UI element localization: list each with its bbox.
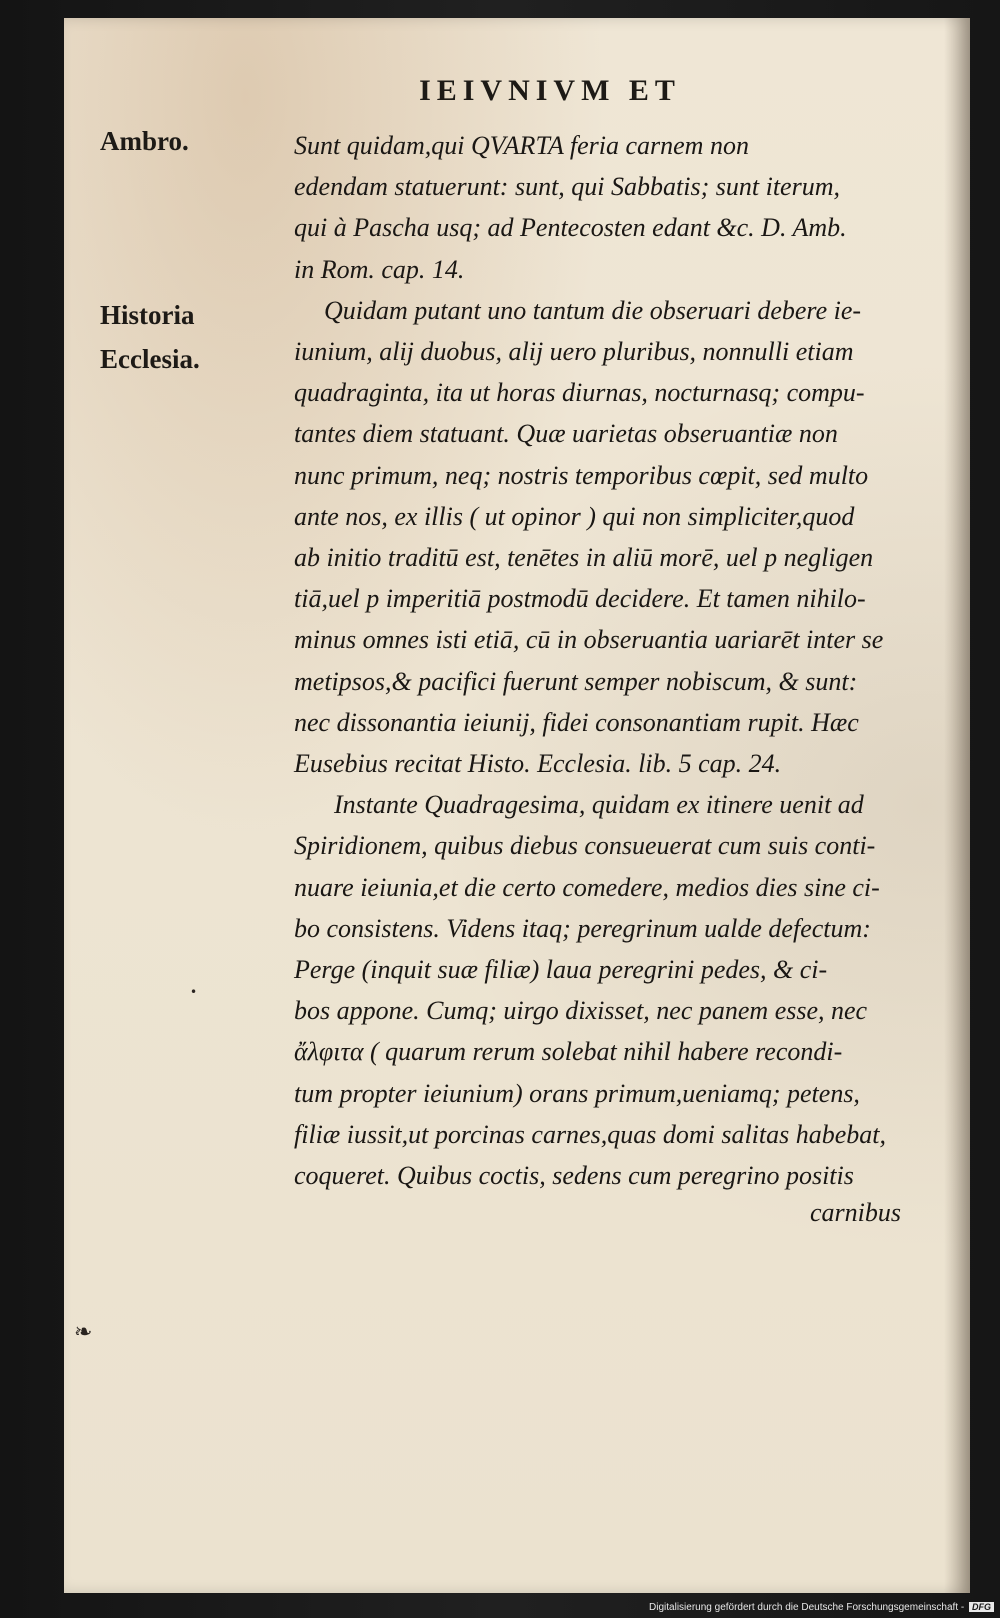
text-line: tum propter ieiunium) orans primum,ueniamq; petens, bbox=[294, 1078, 860, 1108]
text-line: filiæ iussit,ut porcinas carnes,quas domi salitas habebat, bbox=[294, 1119, 887, 1149]
side-note-ambro: Ambro. bbox=[100, 126, 189, 156]
text-line: metipsos,& pacifici fuerunt semper nobiscum, & sunt: bbox=[294, 666, 858, 696]
ink-blot-icon: ❧ bbox=[74, 1320, 93, 1345]
text-line: tiā,uel p imperitiā postmodū decidere. Et tamen nihilo- bbox=[294, 584, 866, 614]
dfg-logo: DFG bbox=[969, 1602, 994, 1612]
running-head: IEIVNIVM ET bbox=[419, 74, 681, 107]
text-line: Eusebius recitat Histo. Ecclesia. lib. 5 cap. 24. bbox=[294, 749, 782, 779]
text-line: qui à Pascha usq; ad Pentecosten edant &c. D. Amb. bbox=[294, 213, 847, 243]
text-line: nec dissonantia ieiunij, fidei consonantiam rupit. Hæc bbox=[294, 707, 859, 737]
text-line: Quidam putant uno tantum die obseruari debere ie- bbox=[324, 295, 862, 325]
side-note-historia: Historia bbox=[100, 300, 195, 330]
text-line: iunium, alij duobus, alij uero pluribus, nonnulli etiam bbox=[294, 337, 854, 367]
text-line: edendam statuerunt: sunt, qui Sabbatis; sunt iterum, bbox=[294, 172, 840, 202]
text-block bbox=[294, 125, 970, 1196]
digitization-credit bbox=[649, 1602, 994, 1613]
text-line: ante nos, ex illis ( ut opinor ) qui non simpliciter,quod bbox=[294, 501, 855, 531]
text-line: coqueret. Quibus coctis, sedens cum peregrino positis bbox=[294, 1161, 854, 1191]
text-line: minus omnes isti etiā, cū in obseruantia uariarēt inter se bbox=[294, 625, 884, 655]
text-line: bo consistens. Videns itaq; peregrinum ualde defectum: bbox=[294, 913, 871, 943]
text-line: Spiridionem, quibus diebus consueuerat cum suis conti- bbox=[294, 831, 876, 861]
text-line: Perge (inquit suæ filiæ) laua peregrini pedes, & ci- bbox=[294, 955, 828, 985]
text-line: tantes diem statuant. Quæ uarietas obseruantiæ non bbox=[294, 419, 838, 449]
text-line: Sunt quidam,qui QVARTA feria carnem non bbox=[294, 131, 749, 160]
ink-dot-icon: • bbox=[190, 985, 198, 999]
catchword: carnibus bbox=[810, 1198, 901, 1227]
text-line: ἄλφιτα ( quarum rerum solebat nihil habere recondi- bbox=[294, 1037, 843, 1067]
text-line: Instante Quadragesima, quidam ex itinere uenit ad bbox=[334, 790, 864, 820]
text-line: bos appone. Cumq; uirgo dixisset, nec panem esse, nec bbox=[294, 996, 868, 1026]
side-note-ecclesia: Ecclesia. bbox=[100, 344, 200, 374]
text-line: quadraginta, ita ut horas diurnas, nocturnasq; compu- bbox=[294, 378, 865, 408]
text-line: nuare ieiunia,et die certo comedere, medios dies sine ci- bbox=[294, 872, 880, 902]
credit-text: Digitalisierung gefördert durch die Deutsche Forschungsgemeinschaft - bbox=[649, 1602, 965, 1613]
text-line: nunc primum, neq; nostris temporibus cœpit, sed multo bbox=[294, 460, 869, 490]
text-line: ab initio traditū est, tenētes in aliū morē, uel p negligen bbox=[294, 543, 874, 573]
text-line: in Rom. cap. 14. bbox=[294, 254, 465, 284]
